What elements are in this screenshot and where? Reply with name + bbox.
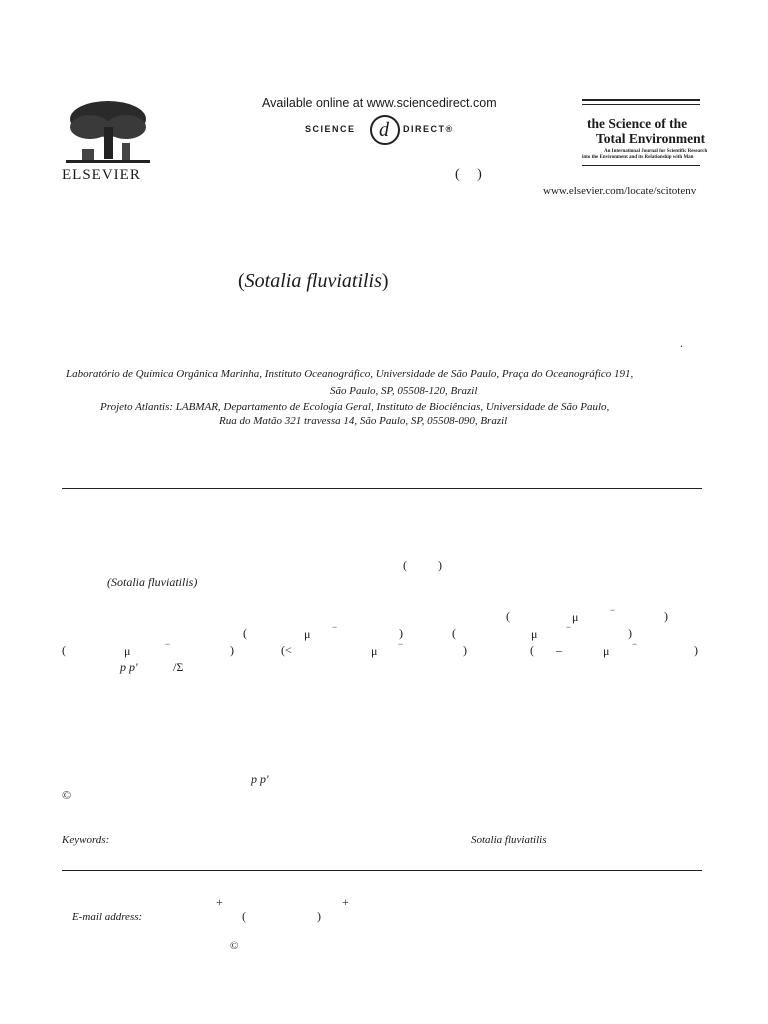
journal-url[interactable]: www.elsevier.com/locate/scitotenv [543, 185, 697, 197]
sciencedirect-logo-mark: d [370, 115, 400, 145]
abs-copyright: © [62, 788, 72, 802]
abs-minus-b: − [610, 605, 616, 615]
keywords-bottom-rule [62, 870, 702, 871]
journal-header-rule-bottom [582, 165, 700, 166]
abs-dash: – [556, 643, 562, 657]
journal-header-rule-top [582, 99, 700, 101]
abs-paren-close-a: ) [438, 558, 442, 572]
abs-paren-open-b: ( [506, 609, 510, 623]
keywords-label: Keywords: [62, 834, 110, 846]
affiliation-line-4: Rua do Matão 321 travessa 14, São Paulo, SP, 05508-090, Brazil [219, 415, 508, 427]
journal-subtitle-line1: An International Journal for Scientific Research [604, 149, 708, 154]
abs-paren-close-e: ) [230, 643, 234, 657]
abs-mu-f: μ [371, 644, 378, 658]
abs-paren-close-g: ) [694, 643, 698, 657]
abs-paren-close-c: ) [399, 626, 403, 640]
affiliation-line-3: Projeto Atlantis: LABMAR, Departamento de Ecologia Geral, Instituto de Biociências, Universidade de São Paulo, [100, 401, 610, 413]
footnote-paren-close: ) [317, 909, 321, 923]
abs-paren-open-e: ( [62, 643, 66, 657]
abs-minus-f: − [398, 639, 404, 649]
author-line-dot: . [680, 336, 683, 350]
abs-paren-close-f: ) [463, 643, 467, 657]
tree-icon [62, 97, 154, 167]
abs-minus-d: − [566, 622, 572, 632]
abs-pp-prime-a: p p′ [120, 660, 138, 674]
abs-paren-open-g: ( [530, 643, 534, 657]
elsevier-tree-logo [62, 97, 154, 167]
journal-subtitle-line2: into the Environment and its Relationship with Man [582, 155, 694, 160]
abs-minus-e: − [165, 639, 171, 649]
abs-paren-open-c: ( [243, 626, 247, 640]
journal-title-line2: Total Environment [596, 131, 706, 146]
abs-ratio-sigma: /Σ [173, 660, 184, 674]
title-paren-open: ( [238, 270, 245, 292]
abs-minus-c: − [332, 622, 338, 632]
abs-paren-close-d: ) [628, 626, 632, 640]
title-species-name: Sotalia fluviatilis [244, 270, 382, 292]
abs-mu-e: μ [124, 644, 131, 658]
email-address-label: E-mail address: [72, 911, 143, 923]
footnote-plus-a: + [216, 895, 223, 909]
abs-species-paren: (Sotalia fluviatilis) [107, 575, 198, 589]
available-online-line: Available online at www.sciencedirect.com [262, 96, 497, 110]
title-paren-close: ) [381, 270, 389, 292]
abstract-top-rule [62, 488, 702, 489]
abs-paren-close-b: ) [664, 609, 668, 623]
direct-word: DIRECT® [403, 124, 454, 134]
abs-paren-open-d: ( [452, 626, 456, 640]
abs-paren-open-a: ( [403, 558, 407, 572]
affiliation-line-1: Laboratório de Química Orgânica Marinha, Instituto Oceanográfico, Universidade de São Paulo, Praça do Oceanográfico 191, [66, 368, 634, 380]
abs-mu-c: μ [304, 627, 311, 641]
abs-mu-b: μ [572, 610, 579, 624]
abs-mu-g: μ [603, 644, 610, 658]
abs-mu-d: μ [531, 627, 538, 641]
footnote-copyright: © [230, 940, 239, 952]
journal-header-rule-2 [582, 104, 700, 105]
journal-title-line1: the Science of the [587, 116, 688, 131]
abs-less-than: (< [281, 643, 292, 657]
footnote-paren-open: ( [242, 909, 246, 923]
article-title-species [238, 270, 389, 293]
volume-parentheses: ( ) [455, 167, 482, 182]
affiliation-line-2: São Paulo, SP, 05508-120, Brazil [330, 385, 478, 397]
keywords-species: Sotalia fluviatilis [471, 834, 547, 846]
publisher-name: ELSEVIER [62, 167, 141, 183]
footnote-plus-b: + [342, 895, 349, 909]
abs-pp-prime-b: p p′ [251, 772, 269, 786]
abs-minus-g: − [632, 639, 638, 649]
science-word: SCIENCE [305, 124, 356, 134]
